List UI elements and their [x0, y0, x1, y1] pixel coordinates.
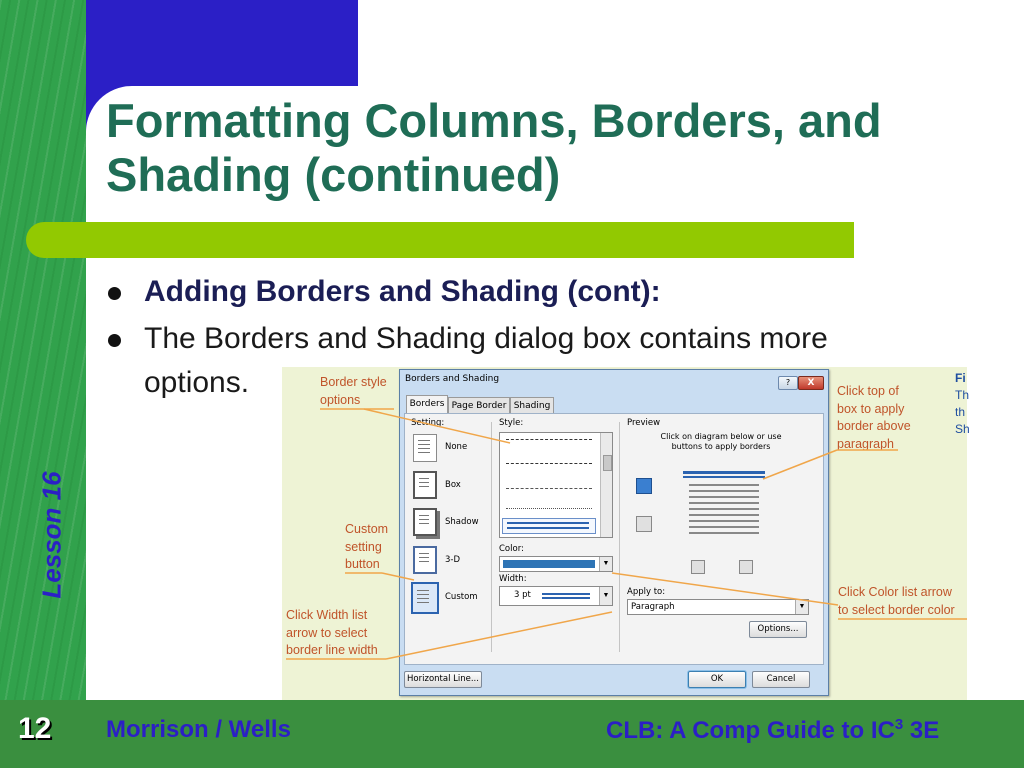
setting-3d-label[interactable]: 3-D [445, 555, 461, 565]
tab-page-border[interactable]: Page Border [448, 397, 510, 414]
footer-course-suffix: 3E [903, 717, 940, 744]
color-dropdown-arrow-icon[interactable]: ▼ [599, 557, 612, 571]
setting-label: Setting: [411, 418, 445, 428]
options-button[interactable]: Options... [749, 621, 807, 638]
width-value: 3 pt [514, 590, 531, 600]
custom-setting-arrow [382, 573, 414, 580]
close-button[interactable]: X [798, 376, 824, 390]
preview-hint: Click on diagram below or use buttons to apply borders [660, 432, 782, 451]
click-color-arrow [612, 573, 838, 605]
header-color-block [86, 0, 358, 86]
cropped-line: Sh [955, 422, 970, 436]
callout-arrows [282, 367, 967, 700]
click-top-arrow [763, 450, 837, 479]
click-width-arrow [386, 612, 612, 659]
dialog-title: Borders and Shading [405, 374, 500, 384]
lesson-label [22, 460, 82, 610]
apply-to-dropdown-arrow-icon[interactable]: ▼ [795, 600, 808, 614]
slide-title: Formatting Columns, Borders, and Shading (continued) [106, 94, 882, 201]
border-style-arrow [364, 409, 510, 443]
lesson-label-text: Lesson 16 [36, 471, 67, 599]
footer-authors: Morrison / Wells [106, 716, 291, 743]
help-button[interactable]: ? [778, 376, 798, 390]
ok-button[interactable]: OK [688, 671, 746, 688]
apply-to-label: Apply to: [627, 587, 666, 597]
cropped-line: th [955, 405, 966, 419]
dialog-figure [282, 367, 967, 700]
cancel-button[interactable]: Cancel [752, 671, 810, 688]
page-number: 12 [18, 712, 52, 745]
cropped-side-text [955, 370, 1024, 450]
apply-to-value: Paragraph [631, 602, 675, 612]
callout-click-top: Click top of box to apply border above paragraph [837, 384, 911, 451]
callout-border-style: Border style options [320, 375, 387, 407]
bullet-text: Adding Borders and Shading (cont): [144, 275, 661, 308]
bullet-marker [108, 287, 121, 300]
footer-course-title [606, 716, 939, 745]
setting-custom-label[interactable]: Custom [445, 592, 478, 602]
tab-borders[interactable]: Borders [406, 395, 448, 415]
width-dropdown-arrow-icon[interactable]: ▼ [599, 587, 612, 605]
style-label: Style: [499, 418, 524, 428]
footer-course-prefix: CLB: A Comp Guide to IC [606, 717, 895, 744]
title-underline-bar [26, 222, 854, 258]
setting-shadow-label[interactable]: Shadow [445, 517, 479, 527]
callout-custom-setting: Custom setting button [345, 522, 389, 571]
width-label: Width: [499, 574, 527, 584]
bullet-continuation: options. [144, 366, 250, 399]
setting-none-label[interactable]: None [445, 442, 468, 452]
bullet-marker [108, 334, 121, 347]
horizontal-line-button[interactable]: Horizontal Line... [404, 671, 482, 688]
tab-shading[interactable]: Shading [510, 397, 554, 414]
footer-course-superscript: 3 [894, 716, 904, 733]
callout-click-width: Click Width list arrow to select border line width [286, 608, 378, 657]
setting-box-label[interactable]: Box [445, 480, 461, 490]
color-label: Color: [499, 544, 524, 554]
cropped-heading: Fi [955, 371, 966, 385]
cropped-line: Th [955, 388, 970, 402]
preview-label: Preview [627, 418, 661, 428]
bullet-text: The Borders and Shading dialog box contains more [144, 322, 828, 355]
callout-click-color: Click Color list arrow to select border color [838, 585, 955, 617]
